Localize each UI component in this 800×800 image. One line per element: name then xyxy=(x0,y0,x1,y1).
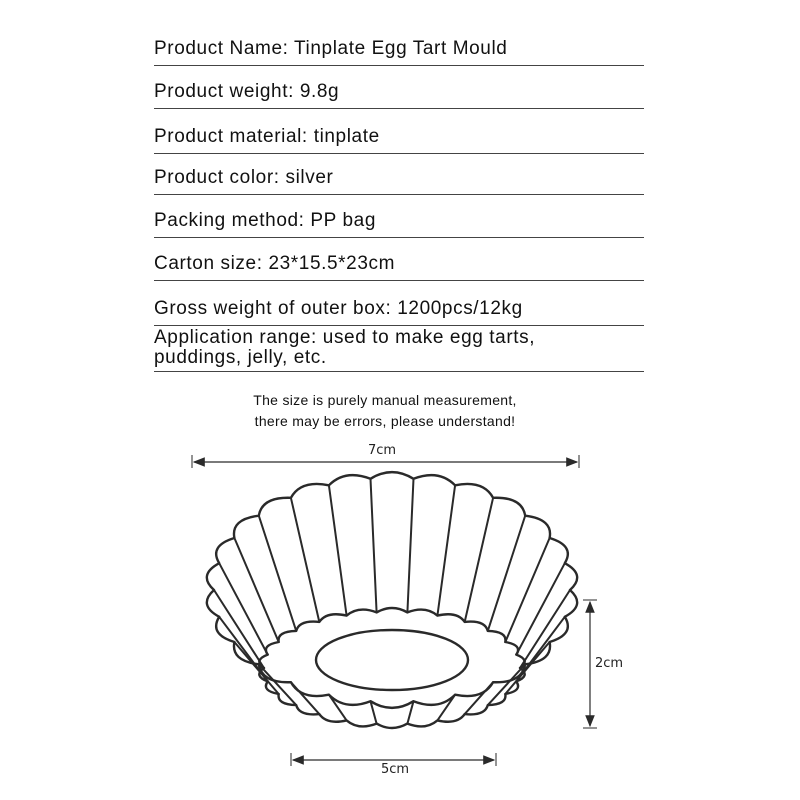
mould-outer-rim xyxy=(207,472,577,708)
mould-flute-line xyxy=(437,695,455,721)
spec-text: Product weight: 9.8g xyxy=(154,81,340,102)
spec-text: puddings, jelly, etc. xyxy=(154,347,327,368)
mould-flute-line xyxy=(219,617,268,682)
mould-flute-line xyxy=(407,479,413,613)
note-line: The size is purely manual measurement, xyxy=(253,392,517,408)
mould-flute-line xyxy=(488,664,525,705)
mould-flute-line xyxy=(259,516,296,631)
mould-base xyxy=(316,630,468,690)
spec-text: Application range: used to make egg tarts, xyxy=(154,327,536,348)
mould-flute-line xyxy=(505,642,549,694)
note-line: there may be errors, please understand! xyxy=(254,413,516,429)
mould-inner-rim xyxy=(259,608,524,728)
spec-text: Carton size: 23*15.5*23cm xyxy=(154,253,396,274)
mould-flute-line xyxy=(465,498,493,622)
mould-flute-line xyxy=(465,682,493,714)
mould-flute-line xyxy=(488,516,525,631)
mould-flute-line xyxy=(291,498,319,622)
mould-flute-line xyxy=(329,485,347,615)
spec-text: Packing method: PP bag xyxy=(154,210,376,231)
mould-flute-line xyxy=(371,479,377,613)
mould-flute-line xyxy=(259,664,296,705)
top-width-label: 7cm xyxy=(368,443,397,458)
spec-text: Gross weight of outer box: 1200pcs/12kg xyxy=(154,298,523,319)
mould-flute-line xyxy=(291,682,319,714)
spec-text: Product Name: Tinplate Egg Tart Mould xyxy=(154,38,508,59)
spec-text: Product material: tinplate xyxy=(154,126,380,147)
mould-flute-line xyxy=(329,695,347,721)
mould-flute-line xyxy=(437,485,455,615)
bottom-width-label: 5cm xyxy=(381,762,410,777)
height-label: 2cm xyxy=(595,656,624,671)
spec-text: Product color: silver xyxy=(154,167,334,188)
egg-tart-mould-illustration xyxy=(207,472,577,728)
